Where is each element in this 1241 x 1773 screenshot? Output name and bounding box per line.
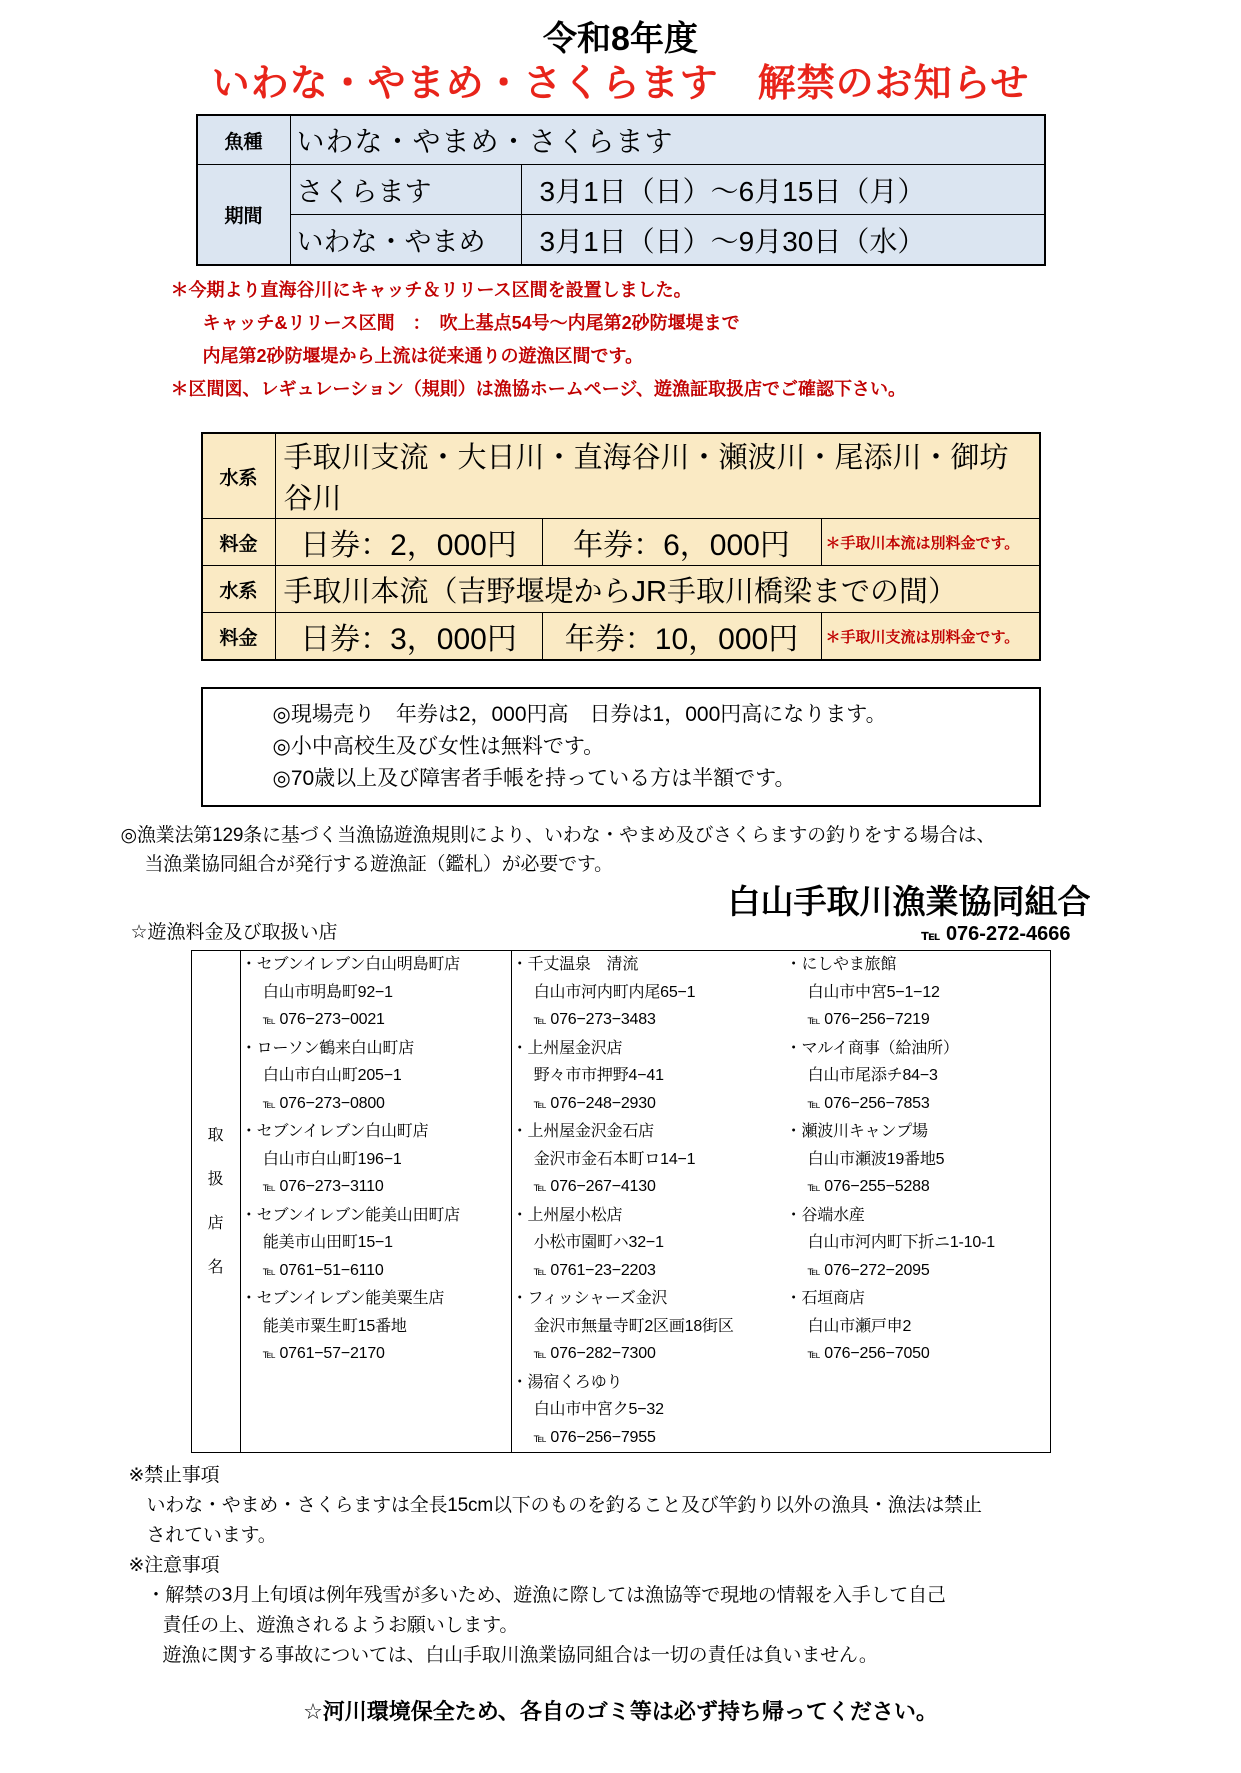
law-line-2: 当漁業協同組合が発行する遊漁証（鑑札）が必要です。: [144, 854, 613, 875]
river-label-1: 水系: [202, 566, 276, 613]
store-tel: [241, 1090, 511, 1119]
stores-column-1: [240, 951, 511, 1453]
store-tel-number: 076−273−3483: [550, 1011, 656, 1028]
discount-note-2: ◎70歳以上及び障害者手帳を持っている方は半額です。: [272, 767, 796, 790]
organization-tel-number: 076-272-4666: [945, 923, 1071, 945]
red-note-2: 内尾第2砂防堰堤から上流は従来通りの遊漁区間です。: [202, 346, 644, 366]
store-address: 能美市粟生町15番地: [262, 1317, 407, 1335]
bottom-notices: [121, 1461, 1121, 1727]
season-table: [196, 114, 1046, 266]
telephone-icon: ℡: [262, 1347, 276, 1361]
list-item: ・セブンイレブン能美山田町店: [240, 1206, 460, 1224]
fee-label-1: 料金: [202, 613, 276, 661]
store-address: 白山市中宮ク5−32: [533, 1401, 664, 1418]
fee-label-0: 料金: [202, 519, 276, 566]
stores-column-2: [511, 951, 785, 1453]
store-address: 能美市山田町15−1: [262, 1234, 393, 1251]
fee-note-1: ＊手取川支流は別料金です。: [821, 613, 1040, 661]
store-tel-number: 076−273−0800: [279, 1094, 385, 1112]
table-row: [202, 613, 1040, 661]
telephone-icon: ℡: [262, 1013, 276, 1027]
caution-line-3: 遊漁に関する事故については、白山手取川漁業協同組合は一切の責任は負いません。: [162, 1645, 878, 1666]
caution-line-2: 責任の上、遊漁されるようお願いします。: [162, 1615, 519, 1636]
store-tel-number: 076−256−7219: [824, 1011, 930, 1028]
page-title: [0, 18, 1241, 108]
telephone-icon: ℡: [807, 1013, 821, 1027]
list-item: ・セブンイレブン白山明島町店: [240, 956, 460, 973]
river-label-0: 水系: [202, 433, 276, 519]
store-address: 金沢市金石本町ロ14−1: [533, 1150, 696, 1168]
store-tel: [512, 1006, 786, 1035]
store-address: 白山市中宮5−1−12: [807, 983, 940, 1001]
store-tel: [786, 1340, 1050, 1369]
table-row: [197, 115, 1045, 165]
telephone-icon: ℡: [533, 1263, 547, 1278]
period-date-0: 3月1日（日）〜6月15日（月）: [521, 165, 1045, 215]
telephone-icon: ℡: [533, 1430, 547, 1445]
list-item: ・谷端水産: [785, 1206, 865, 1224]
table-row: [191, 951, 1050, 1453]
list-item: ・ローソン鶴来白山町店: [240, 1039, 415, 1057]
species-label: 魚種: [197, 115, 291, 165]
caution-line-1: ・解禁の3月上旬頃は例年残雪が多いため、遊漁に際しては漁協等で現地の情報を入手して自己: [146, 1585, 946, 1606]
vlabel-char-2: 店: [207, 1214, 224, 1232]
discount-note-0: ◎現場売り 年券は2，000円高 日券は1，000円高になります。: [272, 703, 887, 726]
store-address: 白山市白山町196−1: [262, 1150, 402, 1168]
year-ticket-1: 年券：10，000円: [542, 613, 821, 661]
period-species-1: いわな・やまめ: [290, 215, 521, 266]
fee-table: [201, 432, 1041, 661]
store-tel: [241, 1173, 511, 1202]
red-note-3: ＊区間図、レギュレーション（規則）は漁協ホームページ、遊漁証取扱店でご確認下さい。: [170, 379, 906, 399]
store-tel-number: 076−272−2095: [824, 1261, 930, 1279]
list-item: ・千丈温泉 清流: [511, 956, 639, 973]
telephone-icon: ℡: [533, 1096, 547, 1111]
prohibited-heading: ※禁止事項: [128, 1465, 220, 1486]
prohibited-line-1: いわな・やまめ・さくらますは全長15cm以下のものを釣ること及び竿釣り以外の漁具・漁法は禁止: [146, 1495, 982, 1516]
telephone-icon: ℡: [262, 1096, 276, 1111]
law-paragraph: [121, 821, 1121, 879]
store-tel: [241, 1340, 511, 1369]
store-tel: [512, 1340, 786, 1369]
telephone-icon: ℡: [807, 1347, 821, 1361]
red-note-0: ＊今期より直海谷川にキャッチ＆リリース区間を設置しました。: [170, 280, 692, 300]
species-value: いわな・やまめ・さくらます: [290, 115, 1045, 165]
store-tel: [241, 1006, 511, 1035]
title-year: 令和8年度: [543, 20, 698, 58]
store-tel-number: 076−273−0021: [279, 1011, 385, 1028]
river-value-0: 手取川支流・大日川・直海谷川・瀬波川・尾添川・御坊谷川: [275, 433, 1040, 519]
store-tel: [512, 1424, 786, 1453]
store-tel: [241, 1257, 511, 1286]
list-item: ・湯宿くろゆり: [511, 1373, 623, 1391]
store-tel-number: 0761−57−2170: [279, 1345, 385, 1362]
store-list-2: [512, 951, 786, 1452]
river-value-1: 手取川本流（吉野堰堤からJR手取川橋梁までの間）: [275, 566, 1040, 613]
telephone-icon: ℡: [533, 1347, 547, 1361]
store-tel-number: 0761−23−2203: [550, 1261, 656, 1279]
store-tel: [786, 1006, 1050, 1035]
store-tel: [786, 1090, 1050, 1119]
store-tel: [786, 1257, 1050, 1286]
store-tel-number: 076−248−2930: [550, 1094, 656, 1112]
store-address: 白山市明島町92−1: [262, 983, 393, 1001]
store-tel: [512, 1090, 786, 1119]
store-address: 白山市瀬波19番地5: [807, 1150, 945, 1168]
fee-note-0: ＊手取川本流は別料金です。: [821, 519, 1040, 566]
store-list-3: [786, 951, 1050, 1369]
prohibited-line-2: されています。: [146, 1525, 277, 1546]
telephone-icon: ℡: [807, 1263, 821, 1278]
table-row: [202, 433, 1040, 519]
store-list-1: [241, 951, 511, 1369]
store-tel-number: 076−282−7300: [550, 1345, 656, 1362]
vlabel-char-3: 名: [207, 1258, 224, 1276]
store-address: 小松市園町ハ32−1: [533, 1234, 664, 1251]
table-row: [202, 566, 1040, 613]
store-address: 金沢市無量寺町2区画18街区: [533, 1317, 734, 1335]
red-note-1: キャッチ&リリース区間 ： 吹上基点54号〜内尾第2砂防堰堤まで: [202, 313, 740, 333]
store-tel-number: 076−256−7050: [824, 1345, 930, 1362]
store-address: 白山市瀬戸申2: [807, 1317, 912, 1335]
notice-page: [0, 18, 1241, 1773]
law-line-1: ◎漁業法第129条に基づく当漁協遊漁規則により、いわな・やまめ及びさくらますの釣りをする場合は、: [120, 825, 996, 846]
store-address: 白山市尾添チ84−3: [807, 1067, 938, 1084]
store-tel-number: 0761−51−6110: [279, 1261, 384, 1279]
store-address: 野々市市押野4−41: [533, 1067, 664, 1084]
store-tel-number: 076−267−4130: [550, 1178, 656, 1195]
list-item: ・石垣商店: [785, 1290, 865, 1307]
stores-heading: ☆遊漁料金及び取扱い店: [130, 922, 338, 943]
vlabel-char-0: 取: [207, 1126, 224, 1144]
vlabel-char-1: 扱: [207, 1170, 224, 1188]
discount-notes-box: [201, 687, 1041, 807]
list-item: ・マルイ商事（給油所）: [785, 1039, 959, 1057]
list-item: ・フィッシャーズ金沢: [511, 1290, 668, 1307]
telephone-icon: ℡: [807, 1180, 821, 1194]
store-tel: [512, 1257, 786, 1286]
table-row: [197, 215, 1045, 266]
caution-heading: ※注意事項: [128, 1555, 220, 1576]
store-tel-number: 076−256−7955: [550, 1428, 656, 1446]
table-row: [197, 165, 1045, 215]
stores-vertical-label: [191, 951, 240, 1453]
store-address: 白山市河内町下折ニ1-10-1: [807, 1234, 995, 1251]
final-message: ☆河川環境保全ため、各自のゴミ等は必ず持ち帰ってください。: [303, 1699, 938, 1724]
store-tel: [786, 1173, 1050, 1202]
list-item: ・にしやま旅館: [785, 956, 897, 973]
list-item: ・セブンイレブン白山町店: [240, 1123, 429, 1140]
day-ticket-0: 日券：2，000円: [275, 519, 542, 566]
telephone-icon: ℡: [533, 1013, 547, 1027]
day-ticket-1: 日券：3，000円: [275, 613, 542, 661]
title-main: いわな・やまめ・さくらます 解禁のお知らせ: [211, 63, 1030, 105]
table-row: [202, 519, 1040, 566]
telephone-icon: ℡: [262, 1180, 276, 1194]
store-tel: [512, 1173, 786, 1202]
stores-column-3: [786, 951, 1050, 1453]
store-address: 白山市白山町205−1: [262, 1067, 402, 1084]
telephone-icon: ℡: [921, 927, 941, 944]
red-notes-block: [171, 274, 1071, 406]
store-tel-number: 076−255−5288: [824, 1178, 930, 1195]
discount-note-1: ◎小中高校生及び女性は無料です。: [272, 735, 605, 758]
organization-name: 白山手取川漁業協同組合: [727, 883, 1091, 920]
list-item: ・上州屋金沢金石店: [511, 1123, 654, 1140]
year-ticket-0: 年券：6，000円: [542, 519, 821, 566]
period-species-0: さくらます: [290, 165, 521, 215]
period-date-1: 3月1日（日）〜9月30日（水）: [521, 215, 1045, 266]
telephone-icon: ℡: [533, 1180, 547, 1194]
store-address: 白山市河内町内尾65−1: [533, 983, 696, 1001]
list-item: ・瀬波川キャンプ場: [785, 1123, 928, 1140]
telephone-icon: ℡: [807, 1096, 821, 1111]
store-tel-number: 076−256−7853: [824, 1094, 930, 1112]
list-item: ・上州屋小松店: [511, 1206, 623, 1224]
telephone-icon: ℡: [262, 1263, 276, 1278]
period-label: 期間: [197, 165, 291, 266]
stores-table: [191, 950, 1051, 1453]
list-item: ・セブンイレブン能美粟生店: [240, 1290, 445, 1307]
store-tel-number: 076−273−3110: [279, 1178, 384, 1195]
list-item: ・上州屋金沢店: [511, 1039, 623, 1057]
